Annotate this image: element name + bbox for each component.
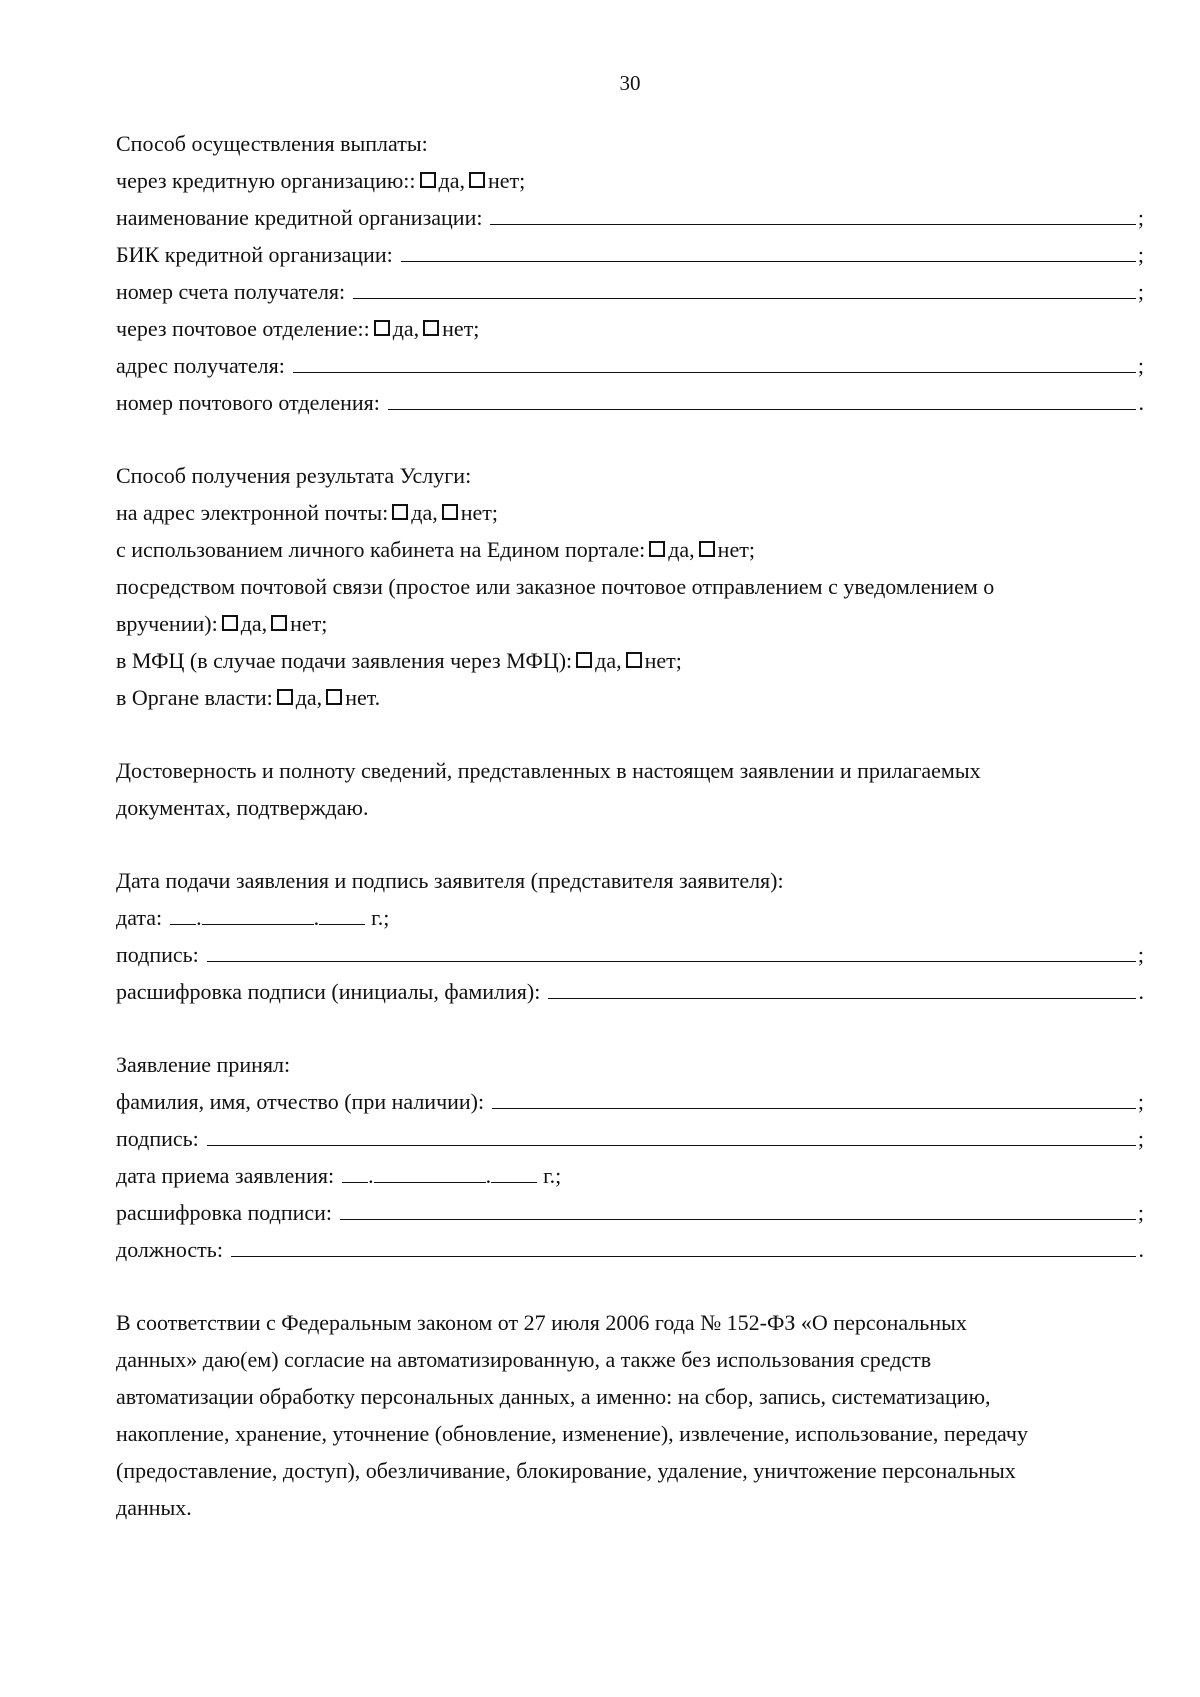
applicant-month-field[interactable] <box>202 904 314 925</box>
result-portal-row: с использованием личного кабинета на Едином портале: да, нет; <box>116 537 755 562</box>
consent-line-4: накопление, хранение, уточнение (обновление, изменение), извлечение, использование, передачу <box>116 1421 1029 1446</box>
applicant-decoding-row: расшифровка подписи (инициалы, фамилия): . <box>116 973 1144 1010</box>
credit-org-name-field[interactable] <box>490 202 1136 225</box>
consent-line-1: В соответствии с Федеральным законом от 27 июля 2006 года № 152-ФЗ «О персональных <box>116 1310 967 1335</box>
accepted-day-field[interactable] <box>342 1162 368 1183</box>
consent-line-6: данных. <box>116 1495 192 1520</box>
result-mail-row-2: вручении): да, нет; <box>116 611 328 636</box>
accepted-position-field[interactable] <box>231 1234 1136 1257</box>
confirmation-line-2: документах, подтверждаю. <box>116 795 369 820</box>
accepted-signature-row: подпись: ; <box>116 1120 1144 1157</box>
portal-no-checkbox[interactable] <box>699 541 715 557</box>
applicant-day-field[interactable] <box>170 904 196 925</box>
applicant-signature-field[interactable] <box>207 939 1136 962</box>
account-row: номер счета получателя: ; <box>116 273 1144 310</box>
mfc-no-checkbox[interactable] <box>626 652 642 668</box>
accepted-month-field[interactable] <box>374 1162 486 1183</box>
payment-credit-org-row: через кредитную организацию:: да, нет; <box>116 162 1144 199</box>
consent-line-2: данных» даю(ем) согласие на автоматизированную, а также без использования средств <box>116 1347 932 1372</box>
accepted-position-row: должность: . <box>116 1231 1144 1268</box>
post-office-no-checkbox[interactable] <box>423 320 439 336</box>
mfc-yes-checkbox[interactable] <box>576 652 592 668</box>
consent-line-3: автоматизации обработку персональных данных, а именно: на сбор, запись, систематизацию, <box>116 1384 991 1409</box>
applicant-year-field[interactable] <box>319 904 365 925</box>
bik-row: БИК кредитной организации: ; <box>116 236 1144 273</box>
email-no-checkbox[interactable] <box>442 504 458 520</box>
portal-yes-checkbox[interactable] <box>649 541 665 557</box>
accepted-decoding-field[interactable] <box>340 1197 1136 1220</box>
post-number-row: номер почтового отделения: . <box>116 384 1144 421</box>
form-content <box>116 125 1144 1526</box>
credit-org-name-row: наименование кредитной организации: ; <box>116 199 1144 236</box>
post-office-yes-checkbox[interactable] <box>374 320 390 336</box>
accepted-decoding-row: расшифровка подписи: ; <box>116 1194 1144 1231</box>
page-number: 30 <box>619 71 641 95</box>
result-mail-row-1: посредством почтовой связи (простое или заказное почтовое отправлением с уведомлением о <box>116 574 995 599</box>
payment-credit-org-label: через кредитную организацию:: <box>116 168 416 193</box>
accepted-fio-field[interactable] <box>492 1086 1136 1109</box>
authority-yes-checkbox[interactable] <box>277 689 293 705</box>
applicant-heading: Дата подачи заявления и подпись заявителя (представителя заявителя): <box>116 868 784 893</box>
result-email-row: на адрес электронной почты: да, нет; <box>116 500 498 525</box>
result-mfc-row: в МФЦ (в случае подачи заявления через МФЦ): да, нет; <box>116 648 682 673</box>
bik-field[interactable] <box>401 239 1136 262</box>
address-row: адрес получателя: ; <box>116 347 1144 384</box>
credit-org-no-checkbox[interactable] <box>469 172 485 188</box>
account-field[interactable] <box>353 276 1136 299</box>
applicant-decoding-field[interactable] <box>548 976 1136 999</box>
accepted-year-field[interactable] <box>491 1162 537 1183</box>
accepted-signature-field[interactable] <box>207 1123 1136 1146</box>
mail-no-checkbox[interactable] <box>271 615 287 631</box>
post-number-field[interactable] <box>388 387 1136 410</box>
authority-no-checkbox[interactable] <box>326 689 342 705</box>
payment-post-row: через почтовое отделение:: да, нет; <box>116 316 480 341</box>
address-field[interactable] <box>293 350 1136 373</box>
accepted-heading: Заявление принял: <box>116 1052 291 1077</box>
applicant-signature-row: подпись: ; <box>116 936 1144 973</box>
applicant-date-row: дата: . . г.; <box>116 905 390 930</box>
accepted-date-row: дата приема заявления: . . г.; <box>116 1163 562 1188</box>
consent-line-5: (предоставление, доступ), обезличивание, блокирование, удаление, уничтожение персональных <box>116 1458 1016 1483</box>
mail-yes-checkbox[interactable] <box>222 615 238 631</box>
result-heading: Способ получения результата Услуги: <box>116 463 472 488</box>
result-authority-row: в Органе власти: да, нет. <box>116 685 381 710</box>
email-yes-checkbox[interactable] <box>392 504 408 520</box>
payment-heading: Способ осуществления выплаты: <box>116 131 428 156</box>
confirmation-line-1: Достоверность и полноту сведений, представленных в настоящем заявлении и прилагаемых <box>116 758 981 783</box>
credit-org-yes-checkbox[interactable] <box>420 172 436 188</box>
accepted-fio-row: фамилия, имя, отчество (при наличии): ; <box>116 1083 1144 1120</box>
